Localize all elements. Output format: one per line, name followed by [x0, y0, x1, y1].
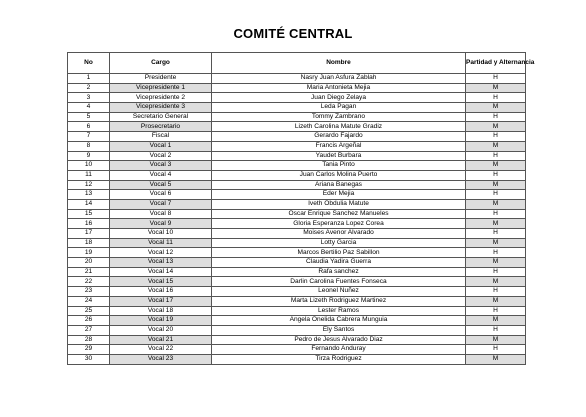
cell-nombre: Lizeth Carolina Matute Gradiz	[212, 122, 466, 132]
cell-genero: H	[466, 151, 526, 161]
cell-genero: M	[466, 238, 526, 248]
cell-cargo: Vocal 20	[110, 325, 212, 335]
table-row	[68, 132, 526, 142]
cell-genero: H	[466, 267, 526, 277]
cell-cargo: Vocal 6	[110, 190, 212, 200]
cell-genero: H	[466, 93, 526, 103]
committee-table	[67, 52, 535, 365]
cell-no: 8	[68, 141, 110, 151]
cell-nombre: Nasry Juan Asfura Zablah	[212, 74, 466, 84]
cell-genero: H	[466, 190, 526, 200]
table-row	[68, 229, 526, 239]
table-row	[68, 287, 526, 297]
cell-no: 10	[68, 161, 110, 171]
cell-nombre: Juan Diego Zelaya	[212, 93, 466, 103]
cell-no: 7	[68, 132, 110, 142]
cell-no: 24	[68, 296, 110, 306]
cell-nombre: Moises Avenor Alvarado	[212, 229, 466, 239]
cell-nombre: Leonel Nuñez	[212, 287, 466, 297]
cell-cargo: Vocal 7	[110, 199, 212, 209]
cell-nombre: Gloria Esperanza Lopez Corea	[212, 219, 466, 229]
cell-cargo: Vocal 10	[110, 229, 212, 239]
cell-cargo: Vocal 16	[110, 287, 212, 297]
cell-no: 3	[68, 93, 110, 103]
cell-nombre: Tania Pinto	[212, 161, 466, 171]
cell-nombre: Oscar Enrique Sanchez Manueles	[212, 209, 466, 219]
table-row	[68, 248, 526, 258]
cell-cargo: Prosecretario	[110, 122, 212, 132]
page-title: COMITÉ CENTRAL	[233, 26, 353, 41]
cell-nombre: Eder Mejia	[212, 190, 466, 200]
cell-cargo: Vicepresidente 1	[110, 83, 212, 93]
cell-no: 6	[68, 122, 110, 132]
table-row	[68, 170, 526, 180]
cell-cargo: Vocal 22	[110, 345, 212, 355]
cell-no: 16	[68, 219, 110, 229]
cell-cargo: Vocal 11	[110, 238, 212, 248]
table-row	[68, 267, 526, 277]
table-row	[68, 335, 526, 345]
cell-genero: M	[466, 83, 526, 93]
cell-genero: M	[466, 161, 526, 171]
table-row	[68, 93, 526, 103]
cell-nombre: Juan Carlos Molina Puerto	[212, 170, 466, 180]
cell-nombre: Angela Onelida Cabrera Munguia	[212, 316, 466, 326]
cell-genero: M	[466, 180, 526, 190]
cell-nombre: Lester Ramos	[212, 306, 466, 316]
cell-no: 19	[68, 248, 110, 258]
cell-cargo: Vicepresidente 3	[110, 103, 212, 113]
cell-nombre: Marta Lizeth Rodriguez Martinez	[212, 296, 466, 306]
table-row	[68, 74, 526, 84]
cell-cargo: Vocal 3	[110, 161, 212, 171]
cell-nombre: Francis Argeñal	[212, 141, 466, 151]
cell-nombre: Tirza Rodriguez	[212, 354, 466, 364]
cell-nombre: Rafa sanchez	[212, 267, 466, 277]
cell-genero: H	[466, 287, 526, 297]
cell-genero: M	[466, 335, 526, 345]
cell-no: 2	[68, 83, 110, 93]
cell-genero: M	[466, 141, 526, 151]
header-nombre: Nombre	[212, 53, 466, 74]
cell-genero: M	[466, 122, 526, 132]
table-row	[68, 122, 526, 132]
cell-no: 25	[68, 306, 110, 316]
cell-nombre: Ariana Banegas	[212, 180, 466, 190]
table-body	[68, 74, 526, 365]
cell-no: 21	[68, 267, 110, 277]
cell-genero: H	[466, 306, 526, 316]
cell-genero: M	[466, 277, 526, 287]
cell-cargo: Vocal 13	[110, 258, 212, 268]
cell-no: 9	[68, 151, 110, 161]
cell-genero: H	[466, 132, 526, 142]
cell-no: 18	[68, 238, 110, 248]
cell-no: 26	[68, 316, 110, 326]
table-header-row	[68, 53, 526, 74]
cell-nombre: Lotty Garcia	[212, 238, 466, 248]
cell-nombre: Darlin Carolina Fuentes Fonseca	[212, 277, 466, 287]
cell-cargo: Vocal 21	[110, 335, 212, 345]
table-row	[68, 190, 526, 200]
cell-cargo: Vocal 4	[110, 170, 212, 180]
header-cargo: Cargo	[110, 53, 212, 74]
cell-no: 14	[68, 199, 110, 209]
cell-no: 4	[68, 103, 110, 113]
cell-cargo: Vocal 12	[110, 248, 212, 258]
cell-genero: H	[466, 209, 526, 219]
cell-nombre: Ely Santos	[212, 325, 466, 335]
cell-no: 22	[68, 277, 110, 287]
cell-genero: M	[466, 219, 526, 229]
table-row	[68, 151, 526, 161]
cell-no: 11	[68, 170, 110, 180]
header-no: No	[68, 53, 110, 74]
table-row	[68, 219, 526, 229]
cell-no: 5	[68, 112, 110, 122]
table-row	[68, 103, 526, 113]
table-row	[68, 258, 526, 268]
table-row	[68, 199, 526, 209]
cell-cargo: Vocal 9	[110, 219, 212, 229]
cell-cargo: Presidente	[110, 74, 212, 84]
cell-no: 20	[68, 258, 110, 268]
cell-no: 29	[68, 345, 110, 355]
table-row	[68, 325, 526, 335]
cell-nombre: Iveth Obdulia Matute	[212, 199, 466, 209]
cell-cargo: Vocal 8	[110, 209, 212, 219]
table-row	[68, 180, 526, 190]
cell-no: 23	[68, 287, 110, 297]
table-row	[68, 112, 526, 122]
cell-nombre: Claudia Yadira Guerra	[212, 258, 466, 268]
table-row	[68, 209, 526, 219]
cell-genero: H	[466, 345, 526, 355]
cell-no: 12	[68, 180, 110, 190]
cell-cargo: Vocal 19	[110, 316, 212, 326]
cell-cargo: Vicepresidente 2	[110, 93, 212, 103]
cell-no: 1	[68, 74, 110, 84]
cell-genero: M	[466, 258, 526, 268]
cell-no: 28	[68, 335, 110, 345]
cell-nombre: Leda Pagan	[212, 103, 466, 113]
cell-no: 30	[68, 354, 110, 364]
cell-genero: H	[466, 248, 526, 258]
cell-cargo: Fiscal	[110, 132, 212, 142]
table-row	[68, 83, 526, 93]
cell-cargo: Vocal 23	[110, 354, 212, 364]
cell-nombre: Gerardo Fajardo	[212, 132, 466, 142]
cell-nombre: Pedro de Jesus Alvarado Diaz	[212, 335, 466, 345]
cell-no: 15	[68, 209, 110, 219]
cell-no: 17	[68, 229, 110, 239]
cell-cargo: Vocal 17	[110, 296, 212, 306]
cell-genero: M	[466, 316, 526, 326]
cell-genero: M	[466, 103, 526, 113]
table-row	[68, 141, 526, 151]
cell-no: 13	[68, 190, 110, 200]
cell-genero: M	[466, 199, 526, 209]
cell-cargo: Vocal 14	[110, 267, 212, 277]
cell-cargo: Vocal 5	[110, 180, 212, 190]
header-partidad: Partidad y Alternancia	[466, 53, 526, 74]
table-row	[68, 306, 526, 316]
table-row	[68, 277, 526, 287]
cell-nombre: Maria Antonieta Mejia	[212, 83, 466, 93]
cell-nombre: Yaudet Burbara	[212, 151, 466, 161]
table-row	[68, 296, 526, 306]
cell-genero: H	[466, 74, 526, 84]
table-row	[68, 354, 526, 364]
cell-cargo: Vocal 2	[110, 151, 212, 161]
table-row	[68, 345, 526, 355]
cell-cargo: Secretario General	[110, 112, 212, 122]
cell-cargo: Vocal 18	[110, 306, 212, 316]
cell-nombre: Fernando Anduray	[212, 345, 466, 355]
cell-genero: H	[466, 229, 526, 239]
cell-cargo: Vocal 15	[110, 277, 212, 287]
cell-genero: H	[466, 170, 526, 180]
cell-nombre: Tommy Zambrano	[212, 112, 466, 122]
table-row	[68, 238, 526, 248]
cell-no: 27	[68, 325, 110, 335]
cell-genero: M	[466, 354, 526, 364]
cell-cargo: Vocal 1	[110, 141, 212, 151]
cell-genero: M	[466, 296, 526, 306]
cell-genero: H	[466, 112, 526, 122]
cell-genero: H	[466, 325, 526, 335]
cell-nombre: Marcos Bertilio Paz Sabillon	[212, 248, 466, 258]
table-row	[68, 161, 526, 171]
table-row	[68, 316, 526, 326]
